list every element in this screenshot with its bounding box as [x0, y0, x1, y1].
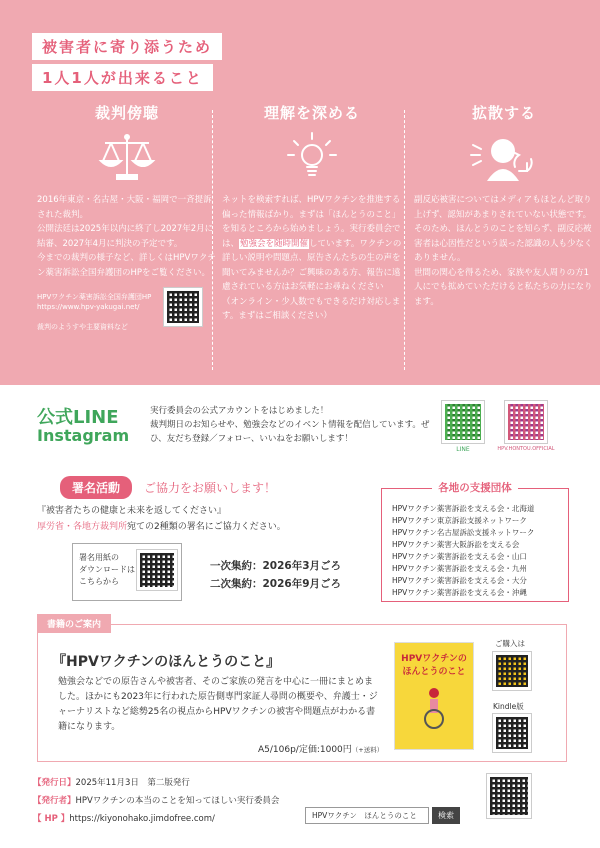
- headline-2: 1人1人が出来ること: [32, 64, 213, 91]
- line-qr-caption: LINE: [456, 446, 470, 453]
- list-item: HPVワクチン薬害訴訟を支える会・北海道: [392, 504, 535, 513]
- column-body: ネットを検索すれば、HPVワクチンを推進する偏った情報ばかり。まずは「ほんとうのこと」を知るところから始めましょう。実行委員会では、勉強会を随時開催しています。ワクチンの詳しい説明や問題点、原告さんたちの生の声を聞いてみませんか？ご興味のある方、報告に遠慮されている方はお気軽にお尋ねください: [222, 195, 402, 292]
- list-item: HPVワクチン薬害訴訟を支える会・九州: [392, 564, 527, 573]
- support-title: 各地の支援団体: [432, 482, 518, 494]
- instagram-qr-caption: HPV.HONTOU.OFFICIAL: [497, 446, 555, 452]
- reference-note: 裁判のようすや主要資料など: [37, 323, 128, 331]
- purchase-label: ご購入は: [495, 639, 525, 648]
- line-qr-code[interactable]: [442, 401, 484, 443]
- wheelchair-illustration: [404, 685, 464, 729]
- homepage: 【 HP 】https://kiyonohako.jimdofree.com/: [33, 814, 215, 824]
- column-divider: [212, 110, 213, 370]
- download-box: [72, 543, 182, 601]
- first-collection: 一次集約：2026年3月ごろ: [210, 560, 342, 572]
- list-item: HPVワクチン東京訴訟支援ネットワーク: [392, 516, 527, 525]
- book-title: 『HPVワクチンのほんとうのこと』: [52, 654, 281, 670]
- support-list: [392, 503, 534, 599]
- column-divider: [404, 110, 405, 370]
- headline-1: 被害者に寄り添うため: [32, 33, 222, 60]
- signature-quote: 『被害者たちの健康と未来を返してください』: [37, 506, 227, 516]
- list-item: HPVワクチン名古屋訴訟支援ネットワーク: [392, 528, 535, 537]
- reference-url[interactable]: https://www.hpv-yakugai.net/: [37, 303, 140, 311]
- column-spread: [414, 102, 594, 309]
- scales-icon: [97, 131, 157, 183]
- column-title: 理解を深める: [263, 104, 360, 122]
- publisher: 【発行者】HPVワクチンの本当のことを知ってほしい実行委員会: [33, 796, 280, 806]
- book-section-label: 書籍のご案内: [37, 614, 111, 633]
- court-hp-qr-code[interactable]: [164, 288, 202, 326]
- instagram-label: Instagram: [37, 426, 130, 445]
- homepage-link[interactable]: https://kiyonohako.jimdofree.com/: [69, 814, 215, 824]
- second-collection: 二次集約：2026年9月ごろ: [210, 578, 342, 590]
- signature-recipients: 厚労省・各地方裁判所宛ての2種類の署名にご協力ください。: [37, 522, 286, 532]
- book-cover-image: [394, 642, 474, 750]
- search-button[interactable]: 検索: [432, 807, 460, 824]
- line-label: 公式LINE: [37, 407, 119, 428]
- sns-description: 実行委員会の公式アカウントをはじめました！ 裁判期日のお知らせや、勉強会などのイベント情報を配信しています。ぜひ、友だち登録／フォロー、いいねをお願いします！: [150, 406, 430, 444]
- kindle-qr-code[interactable]: [493, 714, 531, 752]
- list-item: HPVワクチン薬害訴訟を支える会・大分: [392, 576, 527, 585]
- book-purchase-qr-code[interactable]: [493, 652, 531, 690]
- list-item: HPVワクチン薬害訴訟を支える会・山口: [392, 552, 527, 561]
- list-item: HPVワクチン薬害訴訟を支える会・沖縄: [392, 588, 527, 597]
- column-body: 2016年東京・名古屋・大阪・福岡で一斉提訴された裁判。 公開法廷は2025年以内に終了し2027年2月に結審、2027年4月に判決の予定です。 今までの裁判の様子など、詳しくはHPVワクチン薬害訴訟全国弁護団のHPをご覧ください。: [37, 195, 216, 278]
- column-court: [37, 102, 217, 338]
- support-groups-box: [381, 482, 569, 602]
- book-cover-title: HPVワクチンのほんとうのこと: [401, 654, 467, 677]
- search-box[interactable]: HPVワクチン ほんとうのこと: [305, 807, 429, 824]
- study-session-highlight: 勉強会を随時開催: [240, 238, 309, 249]
- download-label: 署名用紙の ダウンロードは こちらから: [79, 553, 135, 586]
- column-body: 副反応被害についてはメディアもほとんど取り上げず、認知があまりされていない状態です。そのため、ほんとうのことを知らず、副反応被害者は心因性だという誤った認識の人も少なくありません。 世間の関心を得るため、家族や友人周りの方1人にでも拡めていただけると私たちの力になります。: [414, 195, 593, 307]
- book-description: 勉強会などでの原告さんや被害者、そのご家族の発言を中心に一冊にまとめました。ほかにも2023年に行われた原告側専門家証人尋問の概要や、弁護士・ジャーナリストなど総勢25名の視点からHPVワクチンの被害や問題点がわかる書籍になります。: [58, 677, 378, 732]
- column-title: 裁判傍聴: [94, 104, 159, 122]
- homepage-qr-code[interactable]: [487, 774, 531, 818]
- signature-tag: 署名活動: [60, 476, 132, 499]
- signature-lead: ご協力をお願いします！: [144, 481, 277, 495]
- share-megaphone-icon: [469, 131, 539, 183]
- instagram-qr-code[interactable]: [505, 401, 547, 443]
- column-title: 拡散する: [471, 104, 536, 122]
- book-spec: A5/106p/定価:1000円（+送料）: [258, 745, 384, 755]
- signature-download-qr-code[interactable]: [137, 550, 177, 590]
- list-item: HPVワクチン薬害大阪訴訟を支える会: [392, 540, 520, 549]
- kindle-label: Kindle版: [493, 702, 524, 711]
- reference-label: HPVワクチン薬害訴訟全国弁護団HP: [37, 293, 152, 301]
- column-understand: [222, 102, 402, 324]
- court-reference: [37, 292, 217, 338]
- column-note: （オンライン・少人数でもできるだけ対応します。まずはご相談ください）: [222, 296, 401, 321]
- lightbulb-icon: [282, 131, 342, 183]
- issue-date: 【発行日】2025年11月3日 第二版発行: [33, 778, 190, 788]
